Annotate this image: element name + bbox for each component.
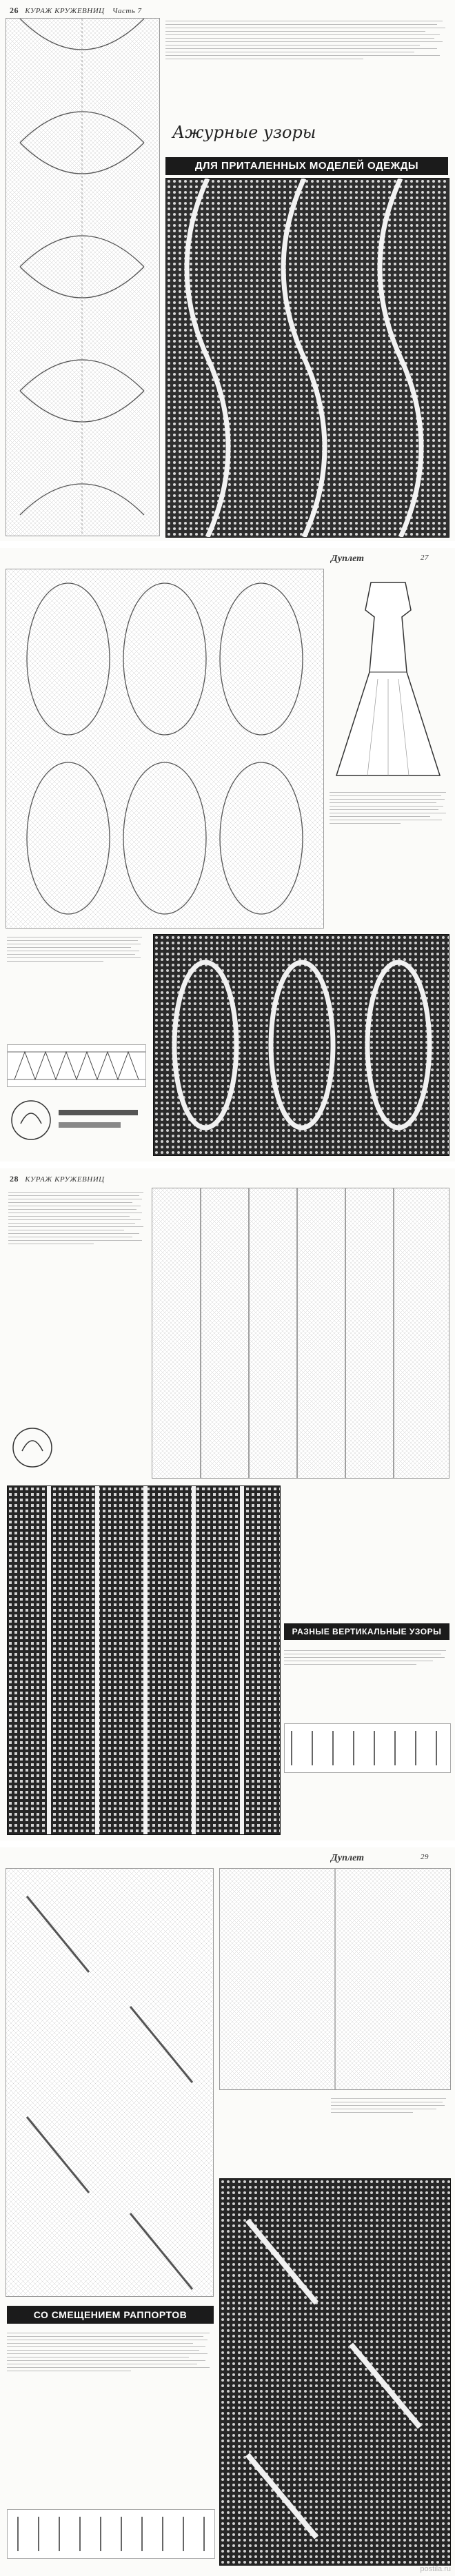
pattern-description (165, 18, 448, 118)
page-number: 29 (421, 1853, 429, 1861)
diamond-lace-diagram (6, 19, 159, 536)
crochet-chart (6, 18, 160, 536)
page-header (10, 1174, 105, 1184)
magazine-page-26 (0, 0, 455, 541)
page-number: 27 (421, 554, 429, 562)
pattern-description (7, 2330, 214, 2502)
running-title: КУРАЖ КРУЖЕВНИЦ (25, 1175, 105, 1184)
lace-sample-photo (7, 1485, 281, 1835)
magazine-title: Дуплет (331, 1853, 365, 1863)
magazine-page-28 (0, 1168, 455, 1840)
logo-seal (8, 1423, 146, 1472)
section-banner-vertical-patterns: РАЗНЫЕ ВЕРТИКАЛЬНЫЕ УЗОРЫ (284, 1623, 449, 1640)
running-subtitle: Часть 7 (112, 7, 142, 15)
section-banner-offset-repeats: СО СМЕЩЕНИЕМ РАППОРТОВ (7, 2306, 214, 2324)
page-header (10, 6, 142, 16)
crochet-chart (6, 1868, 214, 2297)
crochet-chart (6, 569, 324, 929)
pattern-description (331, 2096, 448, 2171)
oval-lace-diagram (6, 569, 323, 928)
crochet-chart (152, 1188, 449, 1479)
script-heading: Ажурные узоры (172, 123, 316, 142)
edging-chart (7, 2509, 215, 2559)
page-number: 28 (10, 1174, 19, 1184)
page-number: 26 (10, 6, 19, 15)
magazine-page-27 (0, 548, 455, 1162)
magazine-title: Дуплет (331, 554, 365, 564)
pattern-description (7, 934, 145, 1037)
crochet-chart (219, 1868, 451, 2090)
lace-sample-photo (219, 2178, 451, 2566)
lace-sample-photo (165, 178, 449, 538)
vertical-lace-diagram (152, 1188, 449, 1478)
dress-illustration (330, 576, 447, 782)
lace-sample-photo (153, 934, 449, 1156)
edging-chart (284, 1723, 451, 1773)
pattern-description (8, 1189, 146, 1417)
edging-chart (7, 1044, 146, 1087)
logo-seal (7, 1096, 145, 1144)
pattern-description (330, 789, 448, 927)
running-title: КУРАЖ КРУЖЕВНИЦ (25, 7, 105, 15)
pattern-description (284, 1647, 449, 1716)
section-banner-fitted-models: ДЛЯ ПРИТАЛЕННЫХ МОДЕЛЕЙ ОДЕЖДЫ (165, 157, 448, 175)
offset-lace-diagram (6, 1869, 213, 2296)
watermark: postila.ru (420, 2565, 451, 2573)
magazine-page-29 (0, 1847, 455, 2576)
